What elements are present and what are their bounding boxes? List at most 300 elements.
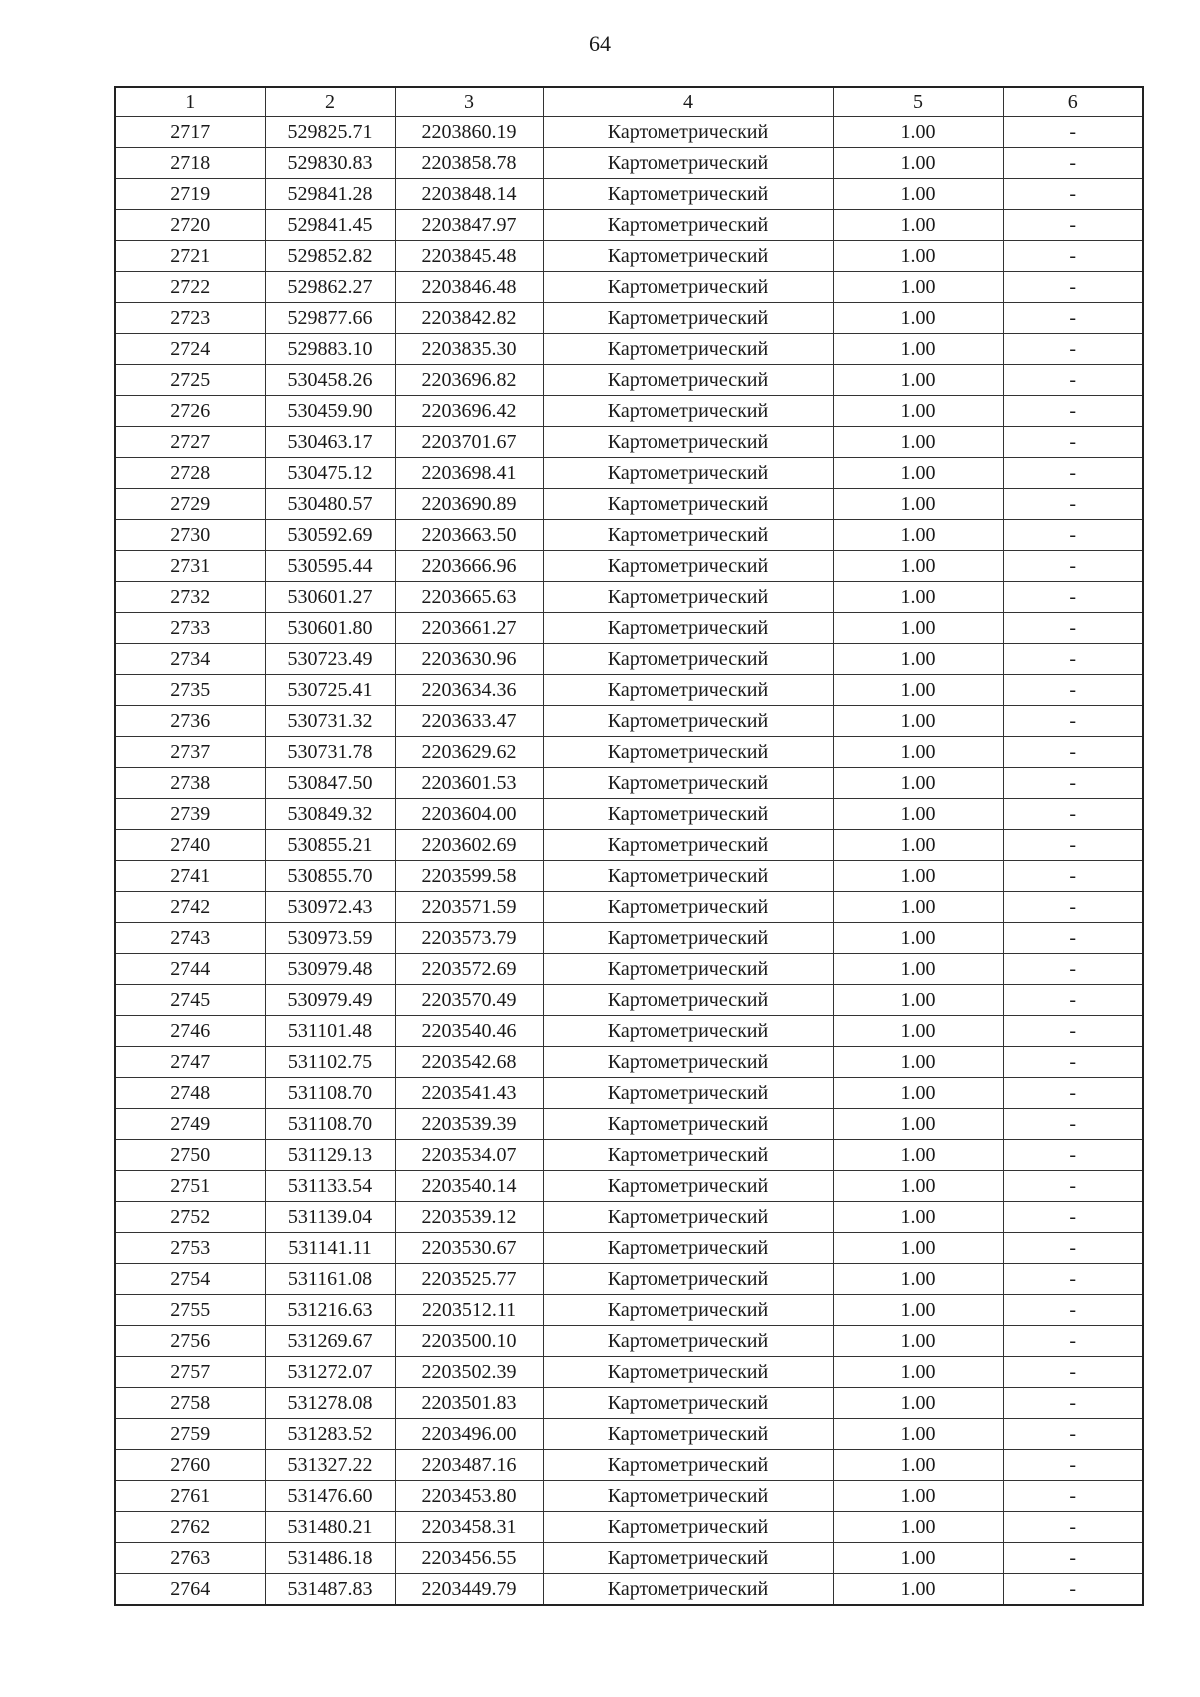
method-cell: Картометрический (543, 427, 833, 458)
note-cell: - (1003, 1233, 1143, 1264)
x-coordinate-cell: 530723.49 (265, 644, 395, 675)
point-number-cell: 2756 (115, 1326, 265, 1357)
point-number-cell: 2718 (115, 148, 265, 179)
point-number-cell: 2762 (115, 1512, 265, 1543)
method-cell: Картометрический (543, 1109, 833, 1140)
note-cell: - (1003, 458, 1143, 489)
accuracy-cell: 1.00 (833, 551, 1003, 582)
note-cell: - (1003, 582, 1143, 613)
y-coordinate-cell: 2203602.69 (395, 830, 543, 861)
y-coordinate-cell: 2203696.82 (395, 365, 543, 396)
y-coordinate-cell: 2203847.97 (395, 210, 543, 241)
column-header: 1 (115, 87, 265, 117)
table-row (115, 737, 1143, 768)
accuracy-cell: 1.00 (833, 427, 1003, 458)
accuracy-cell: 1.00 (833, 1233, 1003, 1264)
accuracy-cell: 1.00 (833, 272, 1003, 303)
table-row (115, 954, 1143, 985)
accuracy-cell: 1.00 (833, 148, 1003, 179)
table-row (115, 830, 1143, 861)
point-number-cell: 2723 (115, 303, 265, 334)
point-number-cell: 2724 (115, 334, 265, 365)
note-cell: - (1003, 1574, 1143, 1606)
y-coordinate-cell: 2203698.41 (395, 458, 543, 489)
table-row (115, 489, 1143, 520)
method-cell: Картометрический (543, 830, 833, 861)
accuracy-cell: 1.00 (833, 1388, 1003, 1419)
point-number-cell: 2760 (115, 1450, 265, 1481)
accuracy-cell: 1.00 (833, 644, 1003, 675)
method-cell: Картометрический (543, 1357, 833, 1388)
method-cell: Картометрический (543, 148, 833, 179)
table-row (115, 1140, 1143, 1171)
x-coordinate-cell: 531283.52 (265, 1419, 395, 1450)
y-coordinate-cell: 2203540.46 (395, 1016, 543, 1047)
point-number-cell: 2722 (115, 272, 265, 303)
accuracy-cell: 1.00 (833, 1264, 1003, 1295)
table-row (115, 1078, 1143, 1109)
point-number-cell: 2742 (115, 892, 265, 923)
table-row (115, 365, 1143, 396)
method-cell: Картометрический (543, 1450, 833, 1481)
accuracy-cell: 1.00 (833, 1171, 1003, 1202)
y-coordinate-cell: 2203541.43 (395, 1078, 543, 1109)
point-number-cell: 2719 (115, 179, 265, 210)
note-cell: - (1003, 1295, 1143, 1326)
table-row (115, 396, 1143, 427)
x-coordinate-cell: 529841.28 (265, 179, 395, 210)
method-cell: Картометрический (543, 985, 833, 1016)
method-cell: Картометрический (543, 1264, 833, 1295)
x-coordinate-cell: 529883.10 (265, 334, 395, 365)
note-cell: - (1003, 334, 1143, 365)
note-cell: - (1003, 954, 1143, 985)
y-coordinate-cell: 2203845.48 (395, 241, 543, 272)
x-coordinate-cell: 531327.22 (265, 1450, 395, 1481)
note-cell: - (1003, 489, 1143, 520)
accuracy-cell: 1.00 (833, 179, 1003, 210)
table-row (115, 458, 1143, 489)
table-row (115, 985, 1143, 1016)
method-cell: Картометрический (543, 582, 833, 613)
x-coordinate-cell: 529825.71 (265, 117, 395, 148)
x-coordinate-cell: 530592.69 (265, 520, 395, 551)
y-coordinate-cell: 2203661.27 (395, 613, 543, 644)
x-coordinate-cell: 530475.12 (265, 458, 395, 489)
note-cell: - (1003, 613, 1143, 644)
point-number-cell: 2749 (115, 1109, 265, 1140)
method-cell: Картометрический (543, 706, 833, 737)
method-cell: Картометрический (543, 272, 833, 303)
point-number-cell: 2717 (115, 117, 265, 148)
note-cell: - (1003, 861, 1143, 892)
note-cell: - (1003, 1171, 1143, 1202)
method-cell: Картометрический (543, 1326, 833, 1357)
y-coordinate-cell: 2203501.83 (395, 1388, 543, 1419)
method-cell: Картометрический (543, 396, 833, 427)
x-coordinate-cell: 530480.57 (265, 489, 395, 520)
point-number-cell: 2745 (115, 985, 265, 1016)
note-cell: - (1003, 148, 1143, 179)
note-cell: - (1003, 117, 1143, 148)
point-number-cell: 2744 (115, 954, 265, 985)
table-body (115, 117, 1143, 1606)
point-number-cell: 2721 (115, 241, 265, 272)
x-coordinate-cell: 531108.70 (265, 1078, 395, 1109)
table-row (115, 1512, 1143, 1543)
y-coordinate-cell: 2203571.59 (395, 892, 543, 923)
point-number-cell: 2739 (115, 799, 265, 830)
point-number-cell: 2732 (115, 582, 265, 613)
note-cell: - (1003, 706, 1143, 737)
accuracy-cell: 1.00 (833, 1419, 1003, 1450)
column-header: 3 (395, 87, 543, 117)
note-cell: - (1003, 1388, 1143, 1419)
y-coordinate-cell: 2203858.78 (395, 148, 543, 179)
note-cell: - (1003, 396, 1143, 427)
point-number-cell: 2737 (115, 737, 265, 768)
accuracy-cell: 1.00 (833, 1078, 1003, 1109)
table-row (115, 520, 1143, 551)
point-number-cell: 2746 (115, 1016, 265, 1047)
x-coordinate-cell: 529841.45 (265, 210, 395, 241)
point-number-cell: 2727 (115, 427, 265, 458)
y-coordinate-cell: 2203860.19 (395, 117, 543, 148)
note-cell: - (1003, 768, 1143, 799)
y-coordinate-cell: 2203666.96 (395, 551, 543, 582)
table-row (115, 892, 1143, 923)
x-coordinate-cell: 531272.07 (265, 1357, 395, 1388)
x-coordinate-cell: 531133.54 (265, 1171, 395, 1202)
table-row (115, 675, 1143, 706)
accuracy-cell: 1.00 (833, 1140, 1003, 1171)
y-coordinate-cell: 2203496.00 (395, 1419, 543, 1450)
method-cell: Картометрический (543, 613, 833, 644)
x-coordinate-cell: 529852.82 (265, 241, 395, 272)
method-cell: Картометрический (543, 1140, 833, 1171)
accuracy-cell: 1.00 (833, 334, 1003, 365)
method-cell: Картометрический (543, 1512, 833, 1543)
table-row (115, 1233, 1143, 1264)
point-number-cell: 2763 (115, 1543, 265, 1574)
method-cell: Картометрический (543, 1047, 833, 1078)
point-number-cell: 2741 (115, 861, 265, 892)
point-number-cell: 2733 (115, 613, 265, 644)
y-coordinate-cell: 2203539.39 (395, 1109, 543, 1140)
table-row (115, 334, 1143, 365)
accuracy-cell: 1.00 (833, 520, 1003, 551)
note-cell: - (1003, 830, 1143, 861)
note-cell: - (1003, 675, 1143, 706)
y-coordinate-cell: 2203835.30 (395, 334, 543, 365)
point-number-cell: 2730 (115, 520, 265, 551)
point-number-cell: 2729 (115, 489, 265, 520)
point-number-cell: 2738 (115, 768, 265, 799)
column-header: 2 (265, 87, 395, 117)
method-cell: Картометрический (543, 861, 833, 892)
method-cell: Картометрический (543, 1574, 833, 1606)
table-row (115, 768, 1143, 799)
y-coordinate-cell: 2203630.96 (395, 644, 543, 675)
table-row (115, 179, 1143, 210)
method-cell: Картометрический (543, 737, 833, 768)
x-coordinate-cell: 531102.75 (265, 1047, 395, 1078)
x-coordinate-cell: 530459.90 (265, 396, 395, 427)
y-coordinate-cell: 2203696.42 (395, 396, 543, 427)
x-coordinate-cell: 530595.44 (265, 551, 395, 582)
method-cell: Картометрический (543, 675, 833, 706)
method-cell: Картометрический (543, 458, 833, 489)
method-cell: Картометрический (543, 644, 833, 675)
accuracy-cell: 1.00 (833, 1109, 1003, 1140)
method-cell: Картометрический (543, 1202, 833, 1233)
point-number-cell: 2752 (115, 1202, 265, 1233)
method-cell: Картометрический (543, 1543, 833, 1574)
accuracy-cell: 1.00 (833, 1543, 1003, 1574)
method-cell: Картометрический (543, 117, 833, 148)
table-row (115, 706, 1143, 737)
point-number-cell: 2747 (115, 1047, 265, 1078)
x-coordinate-cell: 531486.18 (265, 1543, 395, 1574)
y-coordinate-cell: 2203453.80 (395, 1481, 543, 1512)
page-number: 64 (589, 31, 611, 56)
y-coordinate-cell: 2203599.58 (395, 861, 543, 892)
accuracy-cell: 1.00 (833, 117, 1003, 148)
method-cell: Картометрический (543, 1016, 833, 1047)
table-row (115, 427, 1143, 458)
note-cell: - (1003, 1450, 1143, 1481)
table-row (115, 1109, 1143, 1140)
table-row (115, 1450, 1143, 1481)
x-coordinate-cell: 531141.11 (265, 1233, 395, 1264)
method-cell: Картометрический (543, 489, 833, 520)
point-number-cell: 2725 (115, 365, 265, 396)
note-cell: - (1003, 427, 1143, 458)
y-coordinate-cell: 2203848.14 (395, 179, 543, 210)
table-row (115, 1295, 1143, 1326)
accuracy-cell: 1.00 (833, 396, 1003, 427)
note-cell: - (1003, 210, 1143, 241)
x-coordinate-cell: 529877.66 (265, 303, 395, 334)
table-row (115, 1419, 1143, 1450)
accuracy-cell: 1.00 (833, 1047, 1003, 1078)
table-row (115, 582, 1143, 613)
column-header: 5 (833, 87, 1003, 117)
y-coordinate-cell: 2203512.11 (395, 1295, 543, 1326)
point-number-cell: 2750 (115, 1140, 265, 1171)
accuracy-cell: 1.00 (833, 1357, 1003, 1388)
x-coordinate-cell: 529830.83 (265, 148, 395, 179)
accuracy-cell: 1.00 (833, 1574, 1003, 1606)
note-cell: - (1003, 1047, 1143, 1078)
y-coordinate-cell: 2203525.77 (395, 1264, 543, 1295)
x-coordinate-cell: 530731.32 (265, 706, 395, 737)
y-coordinate-cell: 2203573.79 (395, 923, 543, 954)
coordinates-table (114, 86, 1144, 1606)
note-cell: - (1003, 1481, 1143, 1512)
method-cell: Картометрический (543, 954, 833, 985)
accuracy-cell: 1.00 (833, 737, 1003, 768)
accuracy-cell: 1.00 (833, 365, 1003, 396)
x-coordinate-cell: 530972.43 (265, 892, 395, 923)
y-coordinate-cell: 2203540.14 (395, 1171, 543, 1202)
y-coordinate-cell: 2203500.10 (395, 1326, 543, 1357)
x-coordinate-cell: 531161.08 (265, 1264, 395, 1295)
x-coordinate-cell: 530725.41 (265, 675, 395, 706)
accuracy-cell: 1.00 (833, 892, 1003, 923)
table-row (115, 117, 1143, 148)
x-coordinate-cell: 531216.63 (265, 1295, 395, 1326)
table-row (115, 303, 1143, 334)
accuracy-cell: 1.00 (833, 830, 1003, 861)
note-cell: - (1003, 1078, 1143, 1109)
note-cell: - (1003, 1264, 1143, 1295)
method-cell: Картометрический (543, 1171, 833, 1202)
method-cell: Картометрический (543, 365, 833, 396)
table-row (115, 1171, 1143, 1202)
note-cell: - (1003, 1357, 1143, 1388)
y-coordinate-cell: 2203456.55 (395, 1543, 543, 1574)
method-cell: Картометрический (543, 520, 833, 551)
y-coordinate-cell: 2203570.49 (395, 985, 543, 1016)
x-coordinate-cell: 530979.48 (265, 954, 395, 985)
accuracy-cell: 1.00 (833, 954, 1003, 985)
method-cell: Картометрический (543, 241, 833, 272)
method-cell: Картометрический (543, 179, 833, 210)
note-cell: - (1003, 644, 1143, 675)
note-cell: - (1003, 241, 1143, 272)
accuracy-cell: 1.00 (833, 1481, 1003, 1512)
x-coordinate-cell: 530979.49 (265, 985, 395, 1016)
accuracy-cell: 1.00 (833, 1016, 1003, 1047)
accuracy-cell: 1.00 (833, 799, 1003, 830)
point-number-cell: 2761 (115, 1481, 265, 1512)
x-coordinate-cell: 530855.70 (265, 861, 395, 892)
table-row (115, 1388, 1143, 1419)
accuracy-cell: 1.00 (833, 985, 1003, 1016)
method-cell: Картометрический (543, 768, 833, 799)
note-cell: - (1003, 365, 1143, 396)
accuracy-cell: 1.00 (833, 706, 1003, 737)
method-cell: Картометрический (543, 1295, 833, 1326)
table-row (115, 1357, 1143, 1388)
note-cell: - (1003, 1419, 1143, 1450)
accuracy-cell: 1.00 (833, 458, 1003, 489)
point-number-cell: 2734 (115, 644, 265, 675)
x-coordinate-cell: 531480.21 (265, 1512, 395, 1543)
table-row (115, 923, 1143, 954)
y-coordinate-cell: 2203690.89 (395, 489, 543, 520)
note-cell: - (1003, 1326, 1143, 1357)
note-cell: - (1003, 737, 1143, 768)
y-coordinate-cell: 2203502.39 (395, 1357, 543, 1388)
accuracy-cell: 1.00 (833, 675, 1003, 706)
method-cell: Картометрический (543, 1481, 833, 1512)
note-cell: - (1003, 985, 1143, 1016)
note-cell: - (1003, 551, 1143, 582)
table-row (115, 799, 1143, 830)
table-row (115, 1202, 1143, 1233)
note-cell: - (1003, 1512, 1143, 1543)
x-coordinate-cell: 529862.27 (265, 272, 395, 303)
accuracy-cell: 1.00 (833, 861, 1003, 892)
method-cell: Картометрический (543, 210, 833, 241)
point-number-cell: 2731 (115, 551, 265, 582)
x-coordinate-cell: 531487.83 (265, 1574, 395, 1606)
y-coordinate-cell: 2203633.47 (395, 706, 543, 737)
accuracy-cell: 1.00 (833, 613, 1003, 644)
method-cell: Картометрический (543, 551, 833, 582)
method-cell: Картометрический (543, 1419, 833, 1450)
point-number-cell: 2753 (115, 1233, 265, 1264)
method-cell: Картометрический (543, 303, 833, 334)
point-number-cell: 2751 (115, 1171, 265, 1202)
accuracy-cell: 1.00 (833, 1450, 1003, 1481)
note-cell: - (1003, 1109, 1143, 1140)
accuracy-cell: 1.00 (833, 303, 1003, 334)
x-coordinate-cell: 530849.32 (265, 799, 395, 830)
point-number-cell: 2764 (115, 1574, 265, 1606)
y-coordinate-cell: 2203604.00 (395, 799, 543, 830)
table-row (115, 551, 1143, 582)
x-coordinate-cell: 530601.27 (265, 582, 395, 613)
accuracy-cell: 1.00 (833, 582, 1003, 613)
table-row (115, 644, 1143, 675)
x-coordinate-cell: 530973.59 (265, 923, 395, 954)
accuracy-cell: 1.00 (833, 768, 1003, 799)
point-number-cell: 2720 (115, 210, 265, 241)
y-coordinate-cell: 2203629.62 (395, 737, 543, 768)
table-row (115, 210, 1143, 241)
method-cell: Картометрический (543, 1388, 833, 1419)
x-coordinate-cell: 531476.60 (265, 1481, 395, 1512)
x-coordinate-cell: 531269.67 (265, 1326, 395, 1357)
x-coordinate-cell: 530463.17 (265, 427, 395, 458)
note-cell: - (1003, 303, 1143, 334)
point-number-cell: 2728 (115, 458, 265, 489)
note-cell: - (1003, 1140, 1143, 1171)
accuracy-cell: 1.00 (833, 923, 1003, 954)
point-number-cell: 2759 (115, 1419, 265, 1450)
point-number-cell: 2735 (115, 675, 265, 706)
table-row (115, 1481, 1143, 1512)
x-coordinate-cell: 531139.04 (265, 1202, 395, 1233)
x-coordinate-cell: 530601.80 (265, 613, 395, 644)
y-coordinate-cell: 2203530.67 (395, 1233, 543, 1264)
table-row (115, 241, 1143, 272)
note-cell: - (1003, 892, 1143, 923)
table-row (115, 1574, 1143, 1606)
x-coordinate-cell: 531108.70 (265, 1109, 395, 1140)
accuracy-cell: 1.00 (833, 241, 1003, 272)
point-number-cell: 2758 (115, 1388, 265, 1419)
point-number-cell: 2757 (115, 1357, 265, 1388)
y-coordinate-cell: 2203663.50 (395, 520, 543, 551)
note-cell: - (1003, 799, 1143, 830)
note-cell: - (1003, 1016, 1143, 1047)
note-cell: - (1003, 179, 1143, 210)
y-coordinate-cell: 2203542.68 (395, 1047, 543, 1078)
method-cell: Картометрический (543, 1078, 833, 1109)
x-coordinate-cell: 531278.08 (265, 1388, 395, 1419)
y-coordinate-cell: 2203601.53 (395, 768, 543, 799)
x-coordinate-cell: 530855.21 (265, 830, 395, 861)
table-row (115, 148, 1143, 179)
table-row (115, 1047, 1143, 1078)
y-coordinate-cell: 2203487.16 (395, 1450, 543, 1481)
point-number-cell: 2754 (115, 1264, 265, 1295)
column-header: 4 (543, 87, 833, 117)
